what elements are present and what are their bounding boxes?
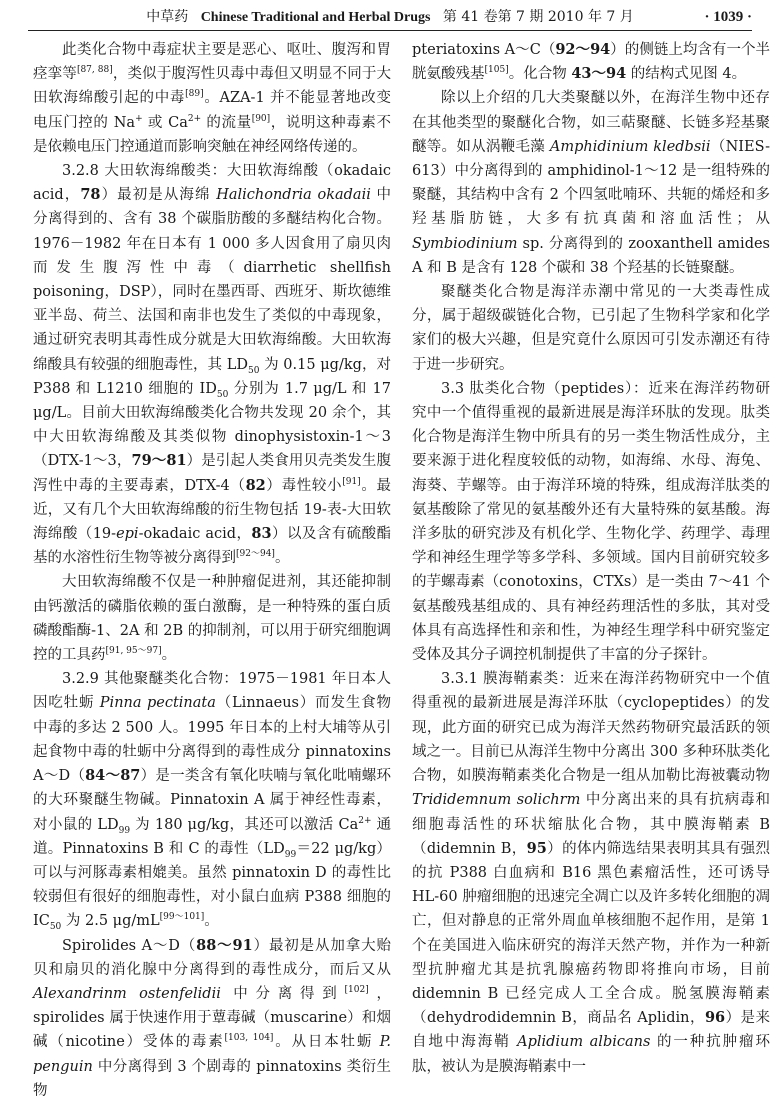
subscript: 99: [284, 849, 297, 860]
subscript: 50: [248, 365, 260, 376]
citation-superscript: [102]: [344, 985, 369, 996]
citation-superscript: [92～94]: [236, 549, 275, 560]
text-run: 聚醚类化合物是海洋赤潮中常见的一大类毒性成分，属于超级碳链化合物，已引起了生物科学家和化学家们的极大兴趣，但是究竟什么原因可引发赤潮还有待于进一步研究。: [412, 284, 770, 373]
text-run: 为 180 μg/kg，其还可以激活 Ca: [130, 816, 359, 833]
citation-superscript: [99～101]: [159, 912, 205, 923]
text-run: 。化合物: [508, 66, 572, 83]
journal-name-cn: 中草药: [146, 9, 189, 25]
paragraph: [412, 667, 770, 1078]
text-run: ）的侧链上均含有一个半胱氨酸残基: [412, 42, 770, 83]
text-run: 通道。Pinnatoxins B 和 C 的毒性（LD: [33, 816, 391, 857]
text-run: 。: [161, 647, 177, 664]
paragraph: [412, 280, 770, 377]
text-run: 3.3.1 膜海鞘素类：近来在海洋药物研究中一个值得重视的最新进展是海洋环肽（cyclopeptides）的发现，此方面的研究已成为海洋天然药物研究最活跃的领域之一。目前已从海洋生物中分离出 300 多种环肽类化合物，如膜海鞘素类化合物是一组从加勒比海被囊动物: [412, 671, 770, 785]
text-run: 分别为 1.7 μg/L 和 17 μg/L。目前大田软海绵酸类化合物共发现 20 余个，其中大田软海绵酸及其类似物 dinophysistoxin-1～3（DTX-1～3，: [33, 380, 391, 470]
paragraph: [412, 377, 770, 667]
text-run: ＝22 μg/kg）可以与河豚毒素相媲美。虽然 pinnatoxin D 的毒性比较弱但有很好的细胞毒性，对小鼠白血病 P388 细胞的 IC: [33, 840, 391, 930]
text-run: 3.2.8 大田软海绵酸类：大田软海绵酸（okadaic acid，: [33, 163, 391, 204]
paragraph: [33, 159, 391, 570]
text-run: sp. 分离得到的 zooxanthell amides A 和 B 是含有 128 个碳和 38 个羟基的长链聚醚。: [412, 235, 770, 276]
citation-superscript: 2+: [358, 815, 372, 826]
text-run: ）是引起人类食用贝壳类发生腹泻性中毒的主要毒素，DTX-4（: [33, 453, 392, 494]
right-column: [412, 38, 770, 1074]
header-title: [28, 4, 752, 31]
citation-superscript: [105]: [484, 65, 509, 76]
paragraph: [412, 86, 770, 280]
text-run: 的流量: [201, 114, 252, 131]
subscript: 50: [49, 922, 62, 933]
text-run: 。AZA-1 并不能显著地改变电压门控的 Na: [33, 90, 391, 131]
text-run: ）最初是从加拿大贻贝和扇贝的消化腺中分离得到的毒性成分，而后又从: [33, 937, 391, 978]
citation-superscript: [91, 95～97]: [105, 646, 162, 657]
text-run: -okadaic acid，: [138, 526, 252, 543]
compound-number: 82: [245, 476, 266, 494]
compound-number: 88～91: [196, 936, 253, 954]
species-name: Alexandrinm ostenfelidii: [33, 985, 221, 1002]
citation-superscript: +: [135, 113, 143, 124]
compound-number: 83: [251, 525, 272, 543]
species-name: Pinna pectinata: [99, 695, 216, 712]
species-name: P. penguin: [33, 1034, 391, 1075]
citation-superscript: [103, 104]: [224, 1033, 274, 1044]
text-run: ，说明这种毒素不是依赖电压门控通道而影响突触在神经网络传递的。: [33, 114, 391, 155]
text-run: 此类化合物中毒症状主要是恶心、呕吐、腹泻和胃痉挛等: [33, 42, 391, 83]
subscript: 99: [118, 825, 131, 836]
text-run: （Linnaeus）而发生食物中毒的多达 2 500 人。1995 年日本的上村大埔等从引起食物中毒的牡蛎中分离得到的毒性成分 pinnatoxins A～D（: [33, 695, 392, 785]
journal-name-en: Chinese Traditional and Herbal Drugs: [200, 10, 431, 25]
page-number: · 1039 ·: [704, 9, 752, 25]
species-name: Aplidium albicans: [517, 1034, 651, 1051]
text-run: 中分离得到 3 个剧毒的 pinnatoxins 类衍生物: [33, 1058, 391, 1099]
text-run: 为 0.15 μg/kg，对 P388 和 L1210 细胞的 ID: [33, 356, 391, 397]
text-run: 大田软海绵酸不仅是一种肿瘤促进剂，其还能抑制由钙激活的磷脂依赖的蛋白激酶，是一种特殊的蛋白质磷酸酯酶-1、2A 和 2B 的抑制剂，可以用于研究细胞调控的工具药: [33, 574, 391, 664]
text-run: ）以及含有硫酸酯基的水溶性衍生物等被分离得到: [33, 526, 392, 567]
compound-number: 84～87: [85, 767, 141, 785]
species-name: epi: [116, 526, 139, 543]
text-run: ）毒性较小: [265, 477, 343, 494]
text-run: 。: [274, 550, 290, 567]
text-run: 中分离得到: [220, 985, 345, 1002]
species-name: Amphidinium kledbsii: [549, 138, 711, 155]
compound-number: 79～81: [131, 452, 187, 470]
citation-superscript: [87, 88]: [76, 65, 113, 76]
text-run: 。从日本牡蛎: [273, 1034, 380, 1051]
citation-superscript: [91]: [342, 476, 361, 487]
subscript: 50: [216, 389, 229, 400]
text-run: 。最近，又有几个大田软海绵酸的衍生物包括 19-表-大田软海绵酸（19-: [33, 477, 392, 543]
text-run: Spirolides A～D（: [62, 937, 197, 954]
text-run: ）是一类含有氧化呋喃与氧化吡喃螺环的大环聚醚生物碱。Pinnatoxin A 属于神经性毒素，对小鼠的 LD: [33, 768, 391, 833]
text-run: 。: [204, 913, 219, 930]
text-run: 除以上介绍的几大类聚醚以外，在海洋生物中还存在其他类型的聚醚化合物，如三萜聚醚、长链多羟基聚醚等。如从涡鞭毛藻: [412, 90, 770, 155]
text-run: 的一种抗肿瘤环肽，被认为是膜海鞘素中一: [412, 1034, 771, 1075]
text-run: 3.2.9 其他聚醚类化合物：1975－1981 年日本人因吃牡蛎: [33, 671, 391, 712]
compound-number: 92～94: [555, 41, 611, 58]
text-run: 的结构式见图 4。: [626, 66, 747, 83]
text-run: 中分离出来的具有抗病毒和细胞毒活性的环状缩肽化合物，其中膜海鞘素 B（didemnin B，: [412, 792, 770, 857]
species-name: Trididemnum solichrm: [412, 792, 581, 809]
compound-number: 43～94: [571, 65, 627, 83]
text-run: 中分离得到的、含有 38 个碳脂肪酸的多醚结构化合物。1976－1982 年在日本有 1 000 多人因食用了扇贝肉而发生腹泻性中毒（diarrhetic shellfish poisoning，DSP），同时在墨西哥、西班牙、斯坎德维亚半岛、荷兰、法国和南非也发生了类似的中毒现象，通过研究表明其毒性成分就是大田软海绵酸。大田软海绵酸具有较强的细胞毒性，其 LD: [33, 187, 392, 373]
text-run: ，spirolides 属于快速作用于蕈毒碱（muscarine）和烟碱（nicotine）受体的毒素: [33, 985, 391, 1051]
text-run: （NIES-613）中分离得到的 amphidinol-1～12 是一组特殊的聚醚，其结构中含有 2 个四氢吡喃环、共轭的烯烃和多羟基脂肪链，大多有抗真菌和溶血活性；从: [412, 138, 770, 228]
text-run: 为 2.5 μg/mL: [61, 913, 160, 930]
text-run: ）是来自地中海海鞘: [412, 1010, 771, 1051]
text-run: ）最初是从海绵: [100, 187, 217, 204]
text-run: pteriatoxins A～C（: [412, 42, 556, 58]
text-run: ，类似于腹泻性贝毒中毒但又明显不同于大田软海绵酸引起的中毒: [33, 66, 391, 107]
paragraph: [33, 934, 391, 1103]
text-run: ）的体内筛选结果表明其具有强烈的抗 P388 白血病和 B16 黑色素瘤活性，还可诱导 HL-60 肿瘤细胞的迅速完全凋亡以及许多转化细胞的凋亡，但对静息的正常外周血单核细胞不起作用，是第 1 个在美国进入临床研究的海洋天然产物，并作为一种新型抗肿瘤尤其是抗乳腺癌药物即将推向市场，目前 didemnin B 已经完成人工全合成。脱氢膜海鞘素（dehydrodidemnin B，商品名 Aplidin，: [412, 840, 770, 1027]
paragraph: [33, 570, 391, 667]
paragraph: [33, 38, 391, 159]
citation-superscript: [89]: [185, 89, 204, 100]
issue-info: 第 41 卷第 7 期 2010 年 7 月: [442, 9, 634, 25]
left-column: [33, 38, 392, 1099]
text-run: 3.3 肽类化合物（peptides）：近来在海洋药物研究中一个值得重视的最新进展是海洋环肽的发现。肽类化合物是海洋生物中所具有的另一类生物活性成分，主要来源于进化程度较低的动物，如海绵、水母、海兔、海葵、芋螺等。由于海洋环境的特殊，组成海洋肽类的氨基酸除了常见的氨基酸外还有大量特殊的氨基酸。海洋多肽的研究涉及有机化学、生物化学、药理学、毒理学和神经生理学等多学科、多领域。国内目前研究较多的芋螺毒素（conotoxins，CTXs）是一类由 7～41 个氨基酸残基组成的、具有神经药理活性的多肽，其对受体具有高选择性和亲和性，为神经生理学科中研究鉴定受体及其分子调控机制提供了丰富的分子探针。: [412, 380, 770, 664]
text-run: 或 Ca: [142, 114, 188, 131]
paragraph: [33, 667, 391, 933]
compound-number: 96: [704, 1009, 726, 1027]
species-name: Symbiodinium: [412, 235, 518, 252]
paragraph: [412, 38, 770, 86]
compound-number: 78: [80, 186, 101, 204]
species-name: Halichondria okadaii: [216, 187, 371, 204]
citation-superscript: 2+: [187, 113, 202, 124]
compound-number: 95: [526, 839, 547, 857]
running-header: [28, 4, 752, 31]
citation-superscript: [90]: [251, 113, 271, 124]
